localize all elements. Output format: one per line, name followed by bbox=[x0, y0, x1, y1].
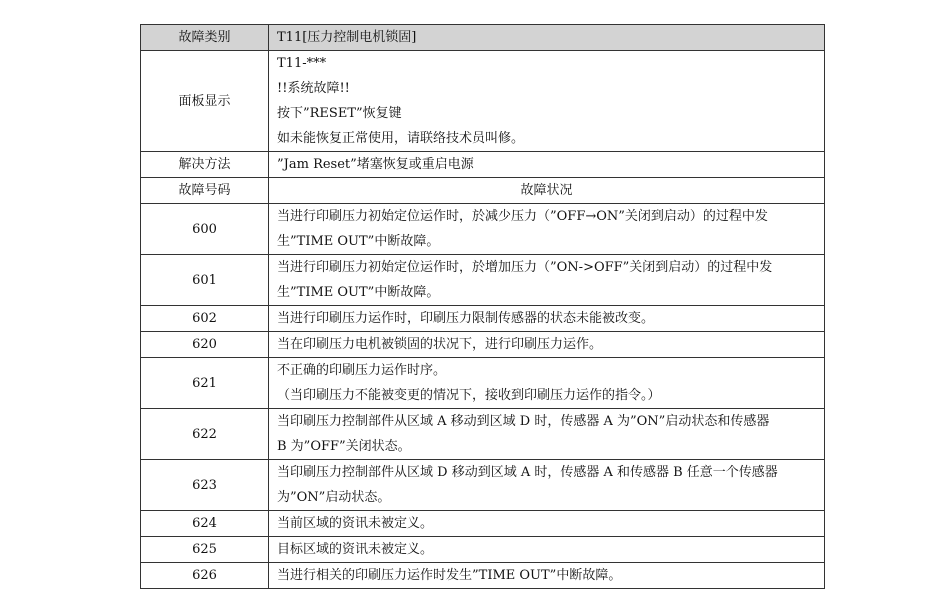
panel-display-line: 如未能恢复正常使用，请联络技术员叫修。 bbox=[277, 131, 525, 146]
fault-code: 601 bbox=[141, 255, 269, 306]
fault-code: 625 bbox=[141, 537, 269, 563]
fault-code: 600 bbox=[141, 204, 269, 255]
fault-description bbox=[269, 537, 825, 563]
table-row bbox=[141, 255, 825, 306]
table-row bbox=[141, 358, 825, 409]
fault-description bbox=[269, 358, 825, 409]
fault-code: 622 bbox=[141, 409, 269, 460]
panel-display-row bbox=[141, 51, 825, 152]
solution-label: 解决方法 bbox=[141, 152, 269, 178]
fault-category-value: T11[压力控制电机锁固] bbox=[269, 25, 825, 51]
table-row bbox=[141, 460, 825, 511]
fault-description-line: B 为”OFF”关闭状态。 bbox=[277, 439, 411, 454]
table-row bbox=[141, 537, 825, 563]
fault-description-line: 生”TIME OUT”中断故障。 bbox=[277, 234, 440, 249]
table-row bbox=[141, 306, 825, 332]
fault-description-line: 当进行印刷压力初始定位运作时，於减少压力（”OFF→ON”关闭到启动）的过程中发 bbox=[277, 209, 768, 224]
fault-description bbox=[269, 460, 825, 511]
column-header-row bbox=[141, 178, 825, 204]
fault-description-line: 目标区域的资讯未被定义。 bbox=[277, 542, 434, 557]
fault-description-line: 当在印刷压力电机被锁固的状况下，进行印刷压力运作。 bbox=[277, 337, 603, 352]
fault-description-line: 不正确的印刷压力运作时序。 bbox=[277, 363, 447, 378]
solution-value: ”Jam Reset”堵塞恢复或重启电源 bbox=[269, 152, 825, 178]
fault-description bbox=[269, 306, 825, 332]
solution-row bbox=[141, 152, 825, 178]
table-row bbox=[141, 511, 825, 537]
fault-description-line: 当印刷压力控制部件从区域 A 移动到区域 D 时，传感器 A 为”ON”启动状态和传感器 bbox=[277, 414, 770, 429]
fault-code: 623 bbox=[141, 460, 269, 511]
panel-display-line: T11-*** bbox=[277, 56, 327, 71]
panel-display-line: 按下”RESET”恢复键 bbox=[277, 106, 402, 121]
fault-description bbox=[269, 332, 825, 358]
column-header-status: 故障状况 bbox=[269, 178, 825, 204]
column-header-code: 故障号码 bbox=[141, 178, 269, 204]
fault-code: 626 bbox=[141, 563, 269, 589]
table-row bbox=[141, 563, 825, 589]
fault-description-line: 当进行印刷压力运作时，印刷压力限制传感器的状态未能被改变。 bbox=[277, 311, 655, 326]
fault-category-label: 故障类别 bbox=[141, 25, 269, 51]
fault-description-line: 当印刷压力控制部件从区域 D 移动到区域 A 时，传感器 A 和传感器 B 任意一个传感器 bbox=[277, 465, 778, 480]
fault-code: 621 bbox=[141, 358, 269, 409]
fault-document bbox=[140, 24, 824, 589]
fault-table bbox=[140, 24, 825, 589]
table-row bbox=[141, 409, 825, 460]
fault-description-line: 当进行相关的印刷压力运作时发生”TIME OUT”中断故障。 bbox=[277, 568, 622, 583]
fault-description-line: 当前区域的资讯未被定义。 bbox=[277, 516, 434, 531]
panel-display-line: !!系统故障!! bbox=[277, 81, 350, 96]
fault-description-line: （当印刷压力不能被变更的情况下，接收到印刷压力运作的指令。） bbox=[277, 388, 661, 403]
fault-description bbox=[269, 204, 825, 255]
panel-display-label: 面板显示 bbox=[141, 51, 269, 152]
table-row bbox=[141, 332, 825, 358]
fault-description-line: 为”ON”启动状态。 bbox=[277, 490, 391, 505]
fault-code: 620 bbox=[141, 332, 269, 358]
fault-category-row bbox=[141, 25, 825, 51]
table-row bbox=[141, 204, 825, 255]
fault-table-body bbox=[141, 25, 825, 589]
fault-description bbox=[269, 511, 825, 537]
fault-description-line: 生”TIME OUT”中断故障。 bbox=[277, 285, 440, 300]
fault-description bbox=[269, 563, 825, 589]
fault-code: 624 bbox=[141, 511, 269, 537]
fault-description bbox=[269, 409, 825, 460]
panel-display-value bbox=[269, 51, 825, 152]
fault-description bbox=[269, 255, 825, 306]
fault-code: 602 bbox=[141, 306, 269, 332]
fault-description-line: 当进行印刷压力初始定位运作时，於增加压力（”ON->OFF”关闭到启动）的过程中发 bbox=[277, 260, 773, 275]
